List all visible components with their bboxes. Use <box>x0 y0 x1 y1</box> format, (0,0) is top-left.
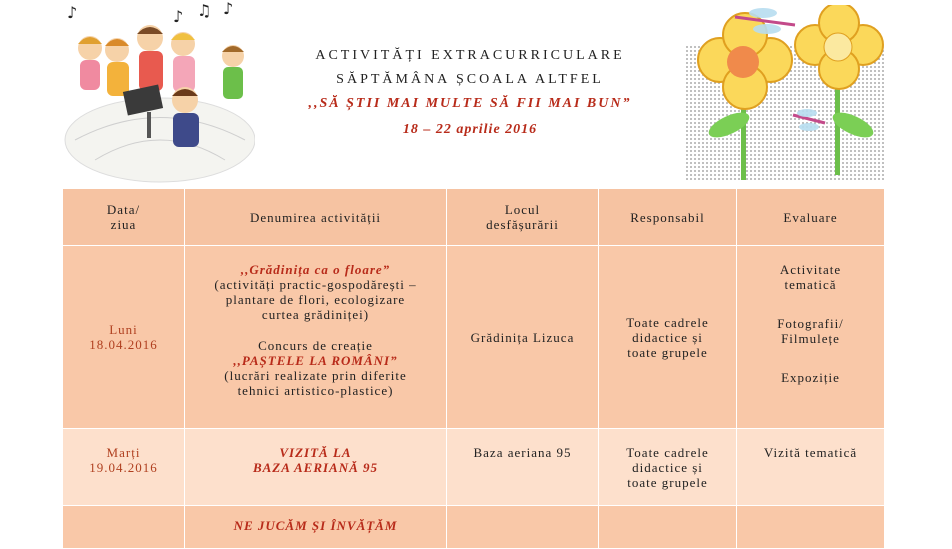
row2-evaluation-cell: Vizită tematică <box>737 429 885 506</box>
table-row <box>63 429 885 506</box>
row3-place-cell <box>447 506 599 549</box>
table-header-row <box>63 189 885 246</box>
table-row <box>63 246 885 429</box>
header-responsible: Responsabil <box>599 189 737 246</box>
row2-activity-cell: VIZITĂ LA BAZA AERIANĂ 95 <box>185 429 447 506</box>
row3-evaluation-cell <box>737 506 885 549</box>
title-dates: 18 – 22 aprilie 2016 <box>402 122 538 137</box>
title-block <box>250 44 690 144</box>
svg-text:♪: ♪ <box>223 0 234 18</box>
title-motto: ,,SĂ ȘTII MAI MULTE SĂ FII MAI BUN” <box>308 96 632 111</box>
header-place: Locul desfășurării <box>447 189 599 246</box>
row1-evaluation-cell: Activitate tematică Fotografii/ Filmulețe Expoziție <box>737 246 885 429</box>
title-line-2: SĂPTĂMÂNA ȘCOALA ALTFEL <box>336 72 604 87</box>
header-evaluation: Evaluare <box>737 189 885 246</box>
title-line-1: ACTIVITĂȚI EXTRACURRICULARE <box>315 48 625 63</box>
activity-title: ,,PAȘTELE LA ROMÂNI” <box>233 353 398 368</box>
row3-date-cell <box>63 506 185 549</box>
svg-text:♪: ♪ <box>67 3 78 22</box>
row1-place-cell: Grădinița Lizuca <box>447 246 599 429</box>
row2-responsible-cell: Toate cadrele didactice și toate grupele <box>599 429 737 506</box>
header-date: Data/ ziua <box>63 189 185 246</box>
row1-date-cell: Luni 18.04.2016 <box>63 246 185 429</box>
row3-responsible-cell <box>599 506 737 549</box>
row2-date-cell: Marți 19.04.2016 <box>63 429 185 506</box>
row1-activity-cell: ,,Grădinița ca o floare” (activități practic-gospodărești – plantare de flori, ecologizare curtea grădiniței) Concurs de creație ,,PAȘTELE LA ROMÂNI” (lucrări realizate prin diferite tehnici artistico-plastice) <box>185 246 447 429</box>
activity-title: ,,Grădinița ca o floare” <box>240 262 391 277</box>
row1-responsible-cell: Toate cadrele didactice și toate grupele <box>599 246 737 429</box>
table-row <box>63 506 885 549</box>
svg-text:♫: ♫ <box>197 1 212 20</box>
page-header <box>0 0 952 190</box>
row3-activity-cell: NE JUCĂM ȘI ÎNVĂȚĂM <box>185 506 447 549</box>
children-choir-illustration <box>55 0 255 185</box>
svg-text:♪: ♪ <box>173 7 184 26</box>
header-activity: Denumirea activității <box>185 189 447 246</box>
flowers-dragonfly-illustration <box>685 5 885 185</box>
row2-place-cell: Baza aeriana 95 <box>447 429 599 506</box>
activities-table <box>62 188 885 549</box>
